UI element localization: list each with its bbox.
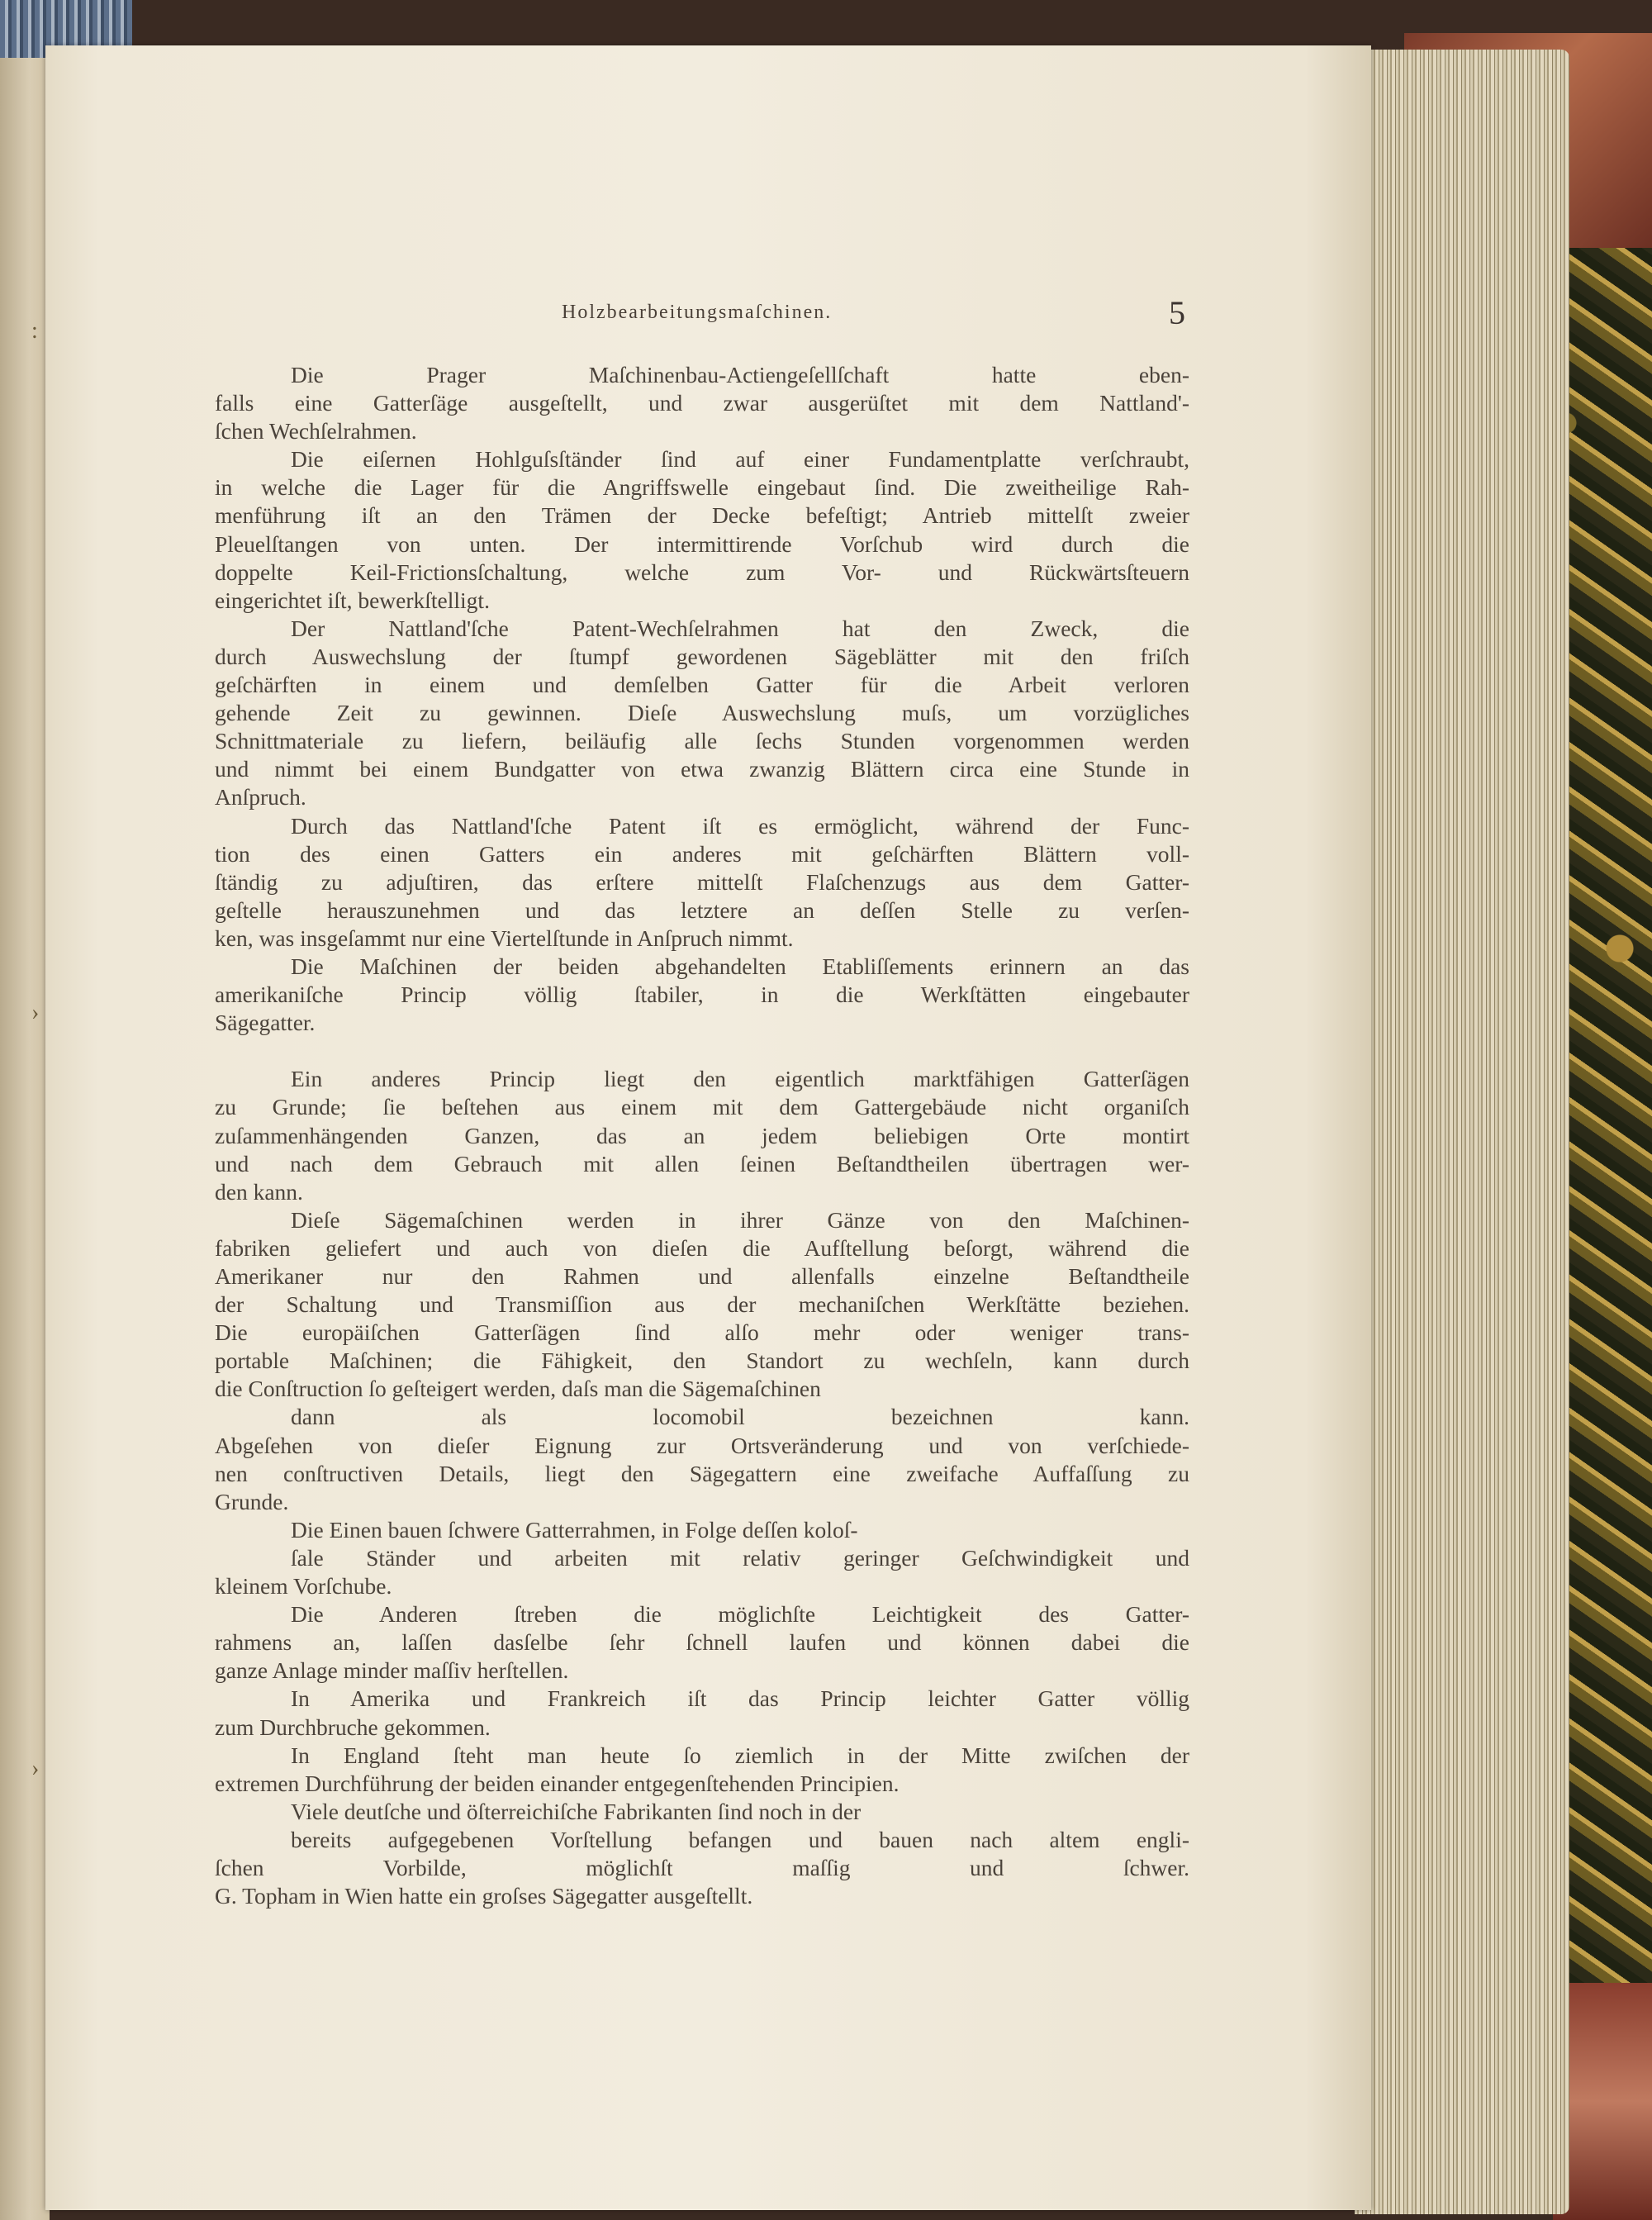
text-line: ganze Anlage minder maſſiv herſtellen.	[215, 1657, 569, 1684]
text-line: tion des einen Gatters ein anderes mit geſchärften Blättern voll-	[215, 840, 1189, 867]
text-line: In England ſteht man heute ſo ziemlich in der Mitte zwiſchen der	[291, 1742, 1189, 1768]
text-line: amerikaniſche Princip völlig ſtabiler, in die Werkſtätten eingebauter	[215, 982, 1189, 1008]
text-line: geſtelle herauszunehmen und das letztere an deſſen Stelle zu verſen-	[215, 896, 1189, 923]
text-line: doppelte Keil-Frictionsſchaltung, welche zum Vor- und Rückwärtsſteuern	[215, 559, 1189, 585]
text-line: ſale Ständer und arbeiten mit relativ geringer Geſchwindigkeit und	[291, 1544, 1189, 1571]
text-line: und nimmt bei einem Bundgatter von etwa zwanzig Blättern circa eine Stunde in	[215, 756, 1189, 782]
text-line: Abgeſehen von dieſer Eignung zur Ortsveränderung und von verſchiede-	[215, 1432, 1189, 1458]
text-line: Ein anderes Princip liegt den eigentlich marktfähigen Gatterſägen	[291, 1066, 1189, 1092]
text-line: zu Grunde; ſie beſtehen aus einem mit dem Gattergebäude nicht organiſch	[215, 1094, 1189, 1120]
text-line: Die Prager Maſchinenbau-Actiengeſellſchaft hatte eben-	[291, 362, 1189, 387]
text-line: rahmens an, laſſen dasſelbe ſehr ſchnell laufen und können dabei die	[215, 1629, 1189, 1656]
text-line: Dieſe Sägemaſchinen werden in ihrer Gänze von den Maſchinen-	[291, 1206, 1189, 1233]
text-line: Amerikaner nur den Rahmen und allenfalls einzelne Beſtandtheile	[215, 1263, 1189, 1289]
text-line: Der Nattland'ſche Patent-Wechſelrahmen hat den Zweck, die	[291, 615, 1189, 641]
body-text	[215, 361, 1189, 1910]
text-line: gehende Zeit zu gewinnen. Dieſe Auswechslung muſs, um vorzügliches	[215, 700, 1189, 726]
text-line: Sägegatter.	[215, 1010, 316, 1036]
text-line: die Conſtruction ſo geſteigert werden, daſs man die Sägemaſchinen	[215, 1376, 821, 1402]
text-line: durch Auswechslung der ſtumpf gewordenen Sägeblätter mit den friſch	[215, 643, 1189, 669]
text-line: Durch das Nattland'ſche Patent iſt es ermöglicht, während der Func-	[291, 812, 1189, 839]
running-title: Holzbearbeitungsmaſchinen.	[562, 302, 833, 323]
margin-mark: ›	[31, 1756, 40, 1781]
text-line: dann als locomobil bezeichnen kann.	[291, 1404, 1189, 1430]
text-line: zuſammenhängenden Ganzen, das an jedem beliebigen Orte montirt	[215, 1122, 1189, 1148]
text-line: extremen Durchführung der beiden einander entgegenſtehenden Principien.	[215, 1770, 900, 1796]
text-line: falls eine Gatterſäge ausgeſtellt, und zwar ausgerüſtet mit dem Nattland'-	[215, 390, 1189, 416]
text-line: und nach dem Gebrauch mit allen ſeinen Beſtandtheilen übertragen wer-	[215, 1150, 1189, 1177]
text-line: Die Einen bauen ſchwere Gatterrahmen, in Folge deſſen koloſ-	[291, 1516, 858, 1543]
text-line: ken, was insgeſammt nur eine Viertelſtunde in Anſpruch nimmt.	[215, 925, 794, 951]
text-line: menführung iſt an den Trämen der Decke befeſtigt; Antrieb mittelſt zweier	[215, 502, 1189, 529]
book-page	[45, 45, 1371, 2210]
text-line: Schnittmateriale zu liefern, beiläufig alle ſechs Stunden vorgenommen werden	[215, 728, 1189, 754]
text-line: ſtändig zu adjuſtiren, das erſtere mittelſt Flaſchenzugs aus dem Gatter-	[215, 868, 1189, 895]
text-line: zum Durchbruche gekommen.	[215, 1714, 491, 1740]
text-line: nen conſtructiven Details, liegt den Sägegattern eine zweifache Auffaſſung zu	[215, 1460, 1189, 1486]
text-line: der Schaltung und Transmiſſion aus der mechaniſchen Werkſtätte beziehen.	[215, 1291, 1189, 1318]
text-line: den kann.	[215, 1178, 303, 1205]
text-line: kleinem Vorſchube.	[215, 1573, 392, 1600]
page-number: 5	[1169, 294, 1185, 331]
text-line: portable Maſchinen; die Fähigkeit, den Standort zu wechſeln, kann durch	[215, 1348, 1189, 1374]
text-line: geſchärften in einem und demſelben Gatter für die Arbeit verloren	[215, 672, 1189, 698]
paragraph-gap	[215, 1037, 1189, 1065]
text-line: in welche die Lager für die Angriffswelle eingebaut ſind. Die zweitheilige Rah-	[215, 474, 1189, 501]
text-line: G. Topham in Wien hatte ein groſses Sägegatter ausgeſtellt.	[215, 1883, 753, 1909]
text-line: Grunde.	[215, 1488, 289, 1514]
left-page-edge	[0, 33, 50, 2220]
text-line: ſchen Vorbilde, möglichſt maſſig und ſchwer.	[215, 1854, 1189, 1880]
text-line: In Amerika und Frankreich iſt das Princip leichter Gatter völlig	[291, 1685, 1189, 1712]
text-line: Die eiſernen Hohlguſsſtänder ſind auf einer Fundamentplatte verſchraubt,	[291, 446, 1189, 473]
text-line: Viele deutſche und öſterreichiſche Fabrikanten ſind noch in der	[291, 1798, 862, 1824]
margin-mark: :	[31, 318, 38, 344]
text-line: Pleuelſtangen von unten. Der intermittirende Vorſchub wird durch die	[215, 530, 1189, 557]
text-line: ſchen Wechſelrahmen.	[215, 418, 417, 444]
text-line: Anſpruch.	[215, 784, 306, 811]
text-line: bereits aufgegebenen Vorſtellung befangen und bauen nach altem engli-	[291, 1826, 1189, 1852]
margin-mark: ›	[31, 1000, 40, 1025]
text-line: fabriken geliefert und auch von dieſen die Aufſtellung beſorgt, während die	[215, 1234, 1189, 1261]
text-line: Die europäiſchen Gatterſägen ſind alſo mehr oder weniger trans-	[215, 1319, 1189, 1346]
page-edges	[1355, 50, 1569, 2214]
text-line: Die Maſchinen der beiden abgehandelten Etabliſſements erinnern an das	[291, 953, 1189, 979]
text-line: eingerichtet iſt, bewerkſtelligt.	[215, 587, 490, 613]
text-line: Die Anderen ſtreben die möglichſte Leichtigkeit des Gatter-	[291, 1601, 1189, 1628]
